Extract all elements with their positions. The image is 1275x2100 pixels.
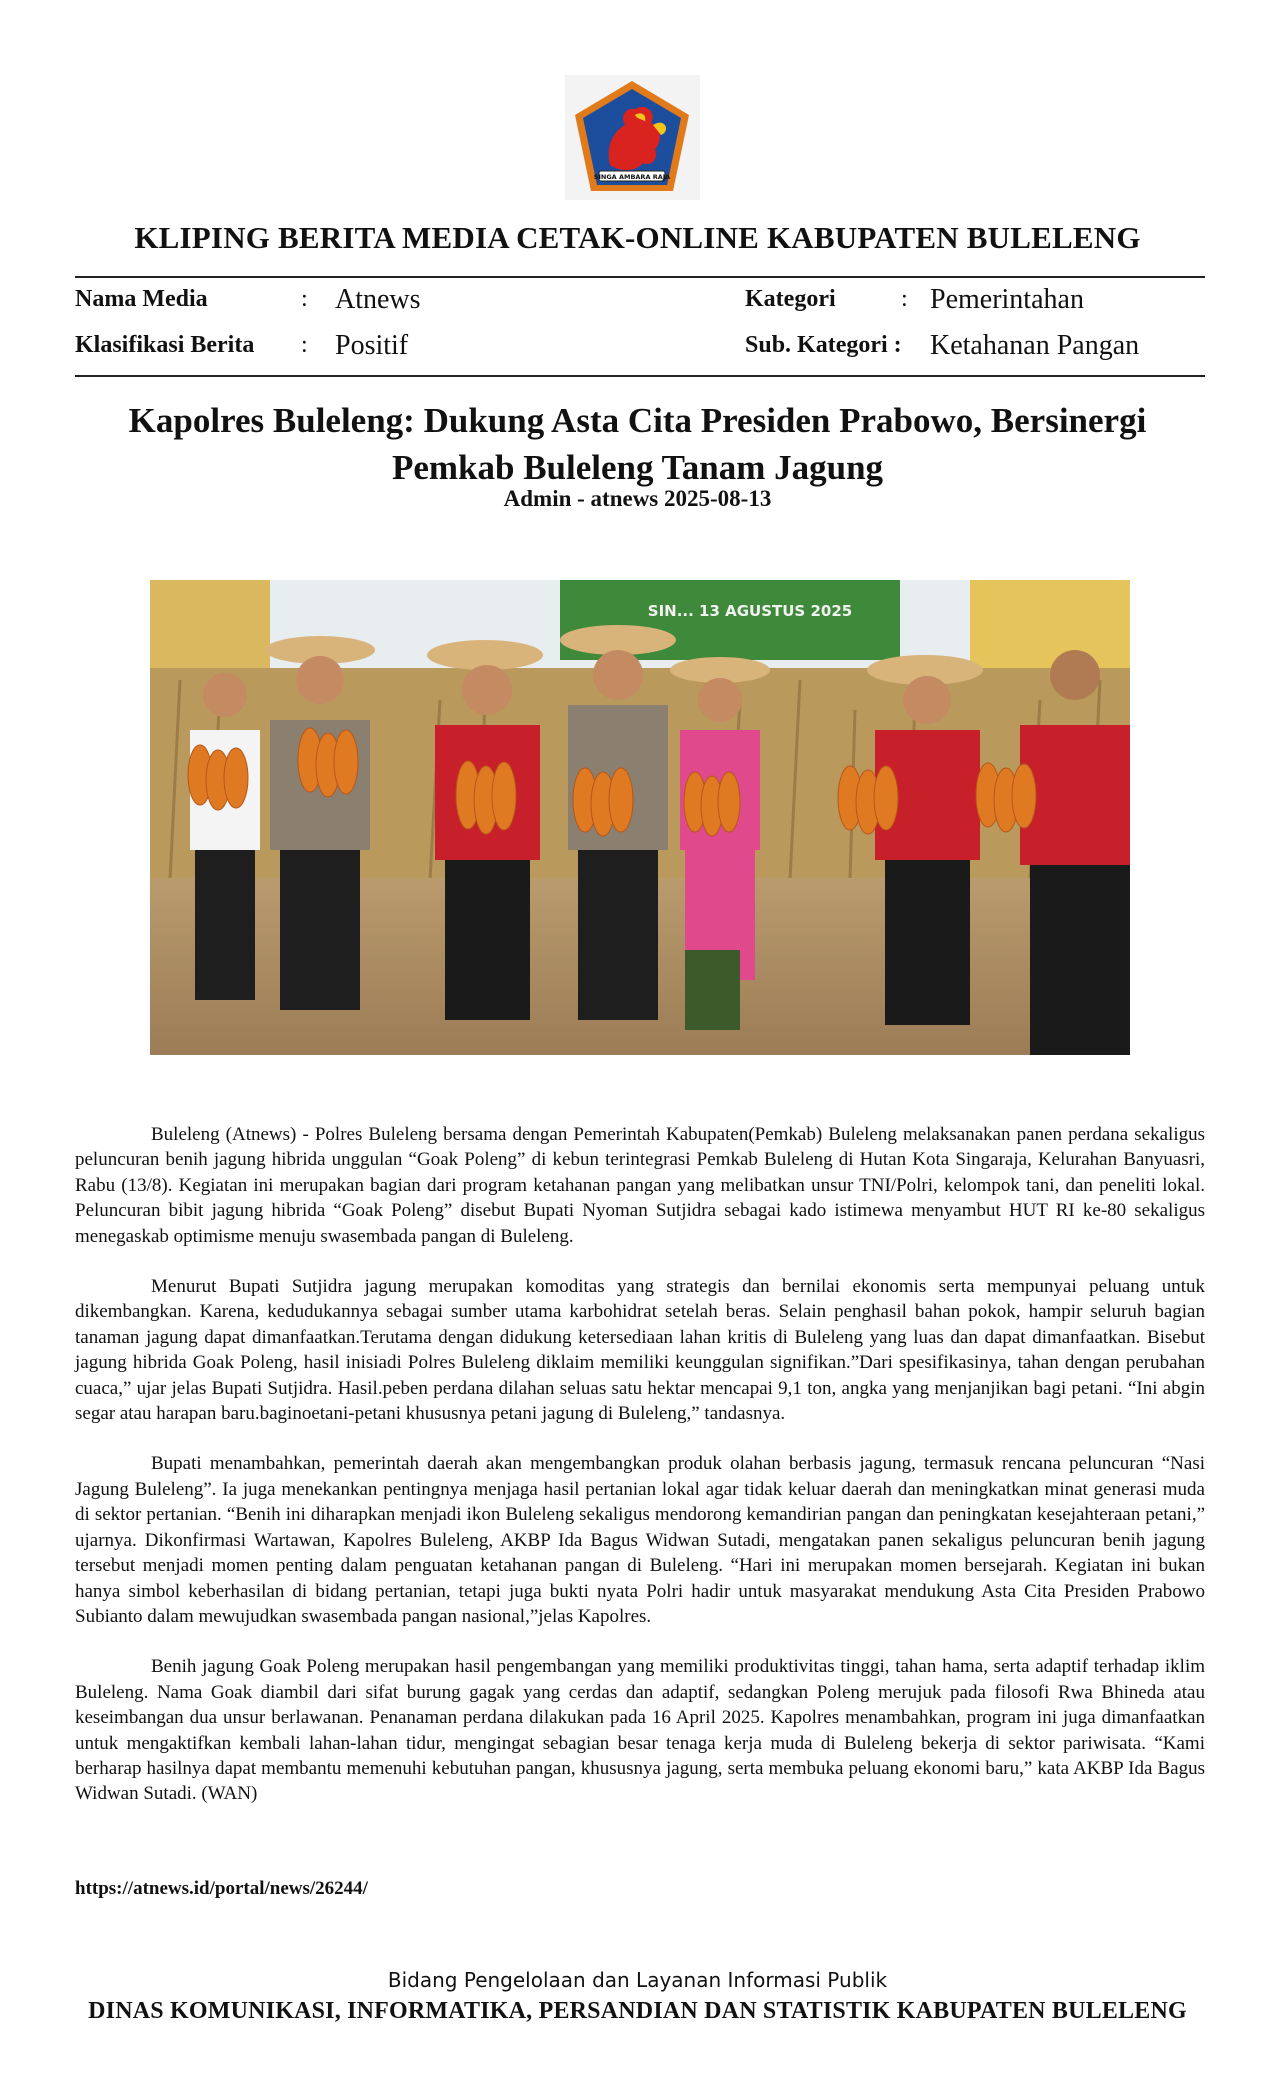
article-byline: Admin - atnews 2025-08-13: [503, 486, 772, 511]
meta-divider: [75, 375, 1205, 377]
meta-colon: :: [301, 286, 308, 312]
svg-text:SINGA AMBARA RAJA: SINGA AMBARA RAJA: [593, 173, 671, 181]
source-url: https://atnews.id/portal/news/26244/: [75, 1878, 368, 1899]
footer-title: DINAS KOMUNIKASI, INFORMATIKA, PERSANDIAN DAN STATISTIK KABUPATEN BULELENG: [88, 1998, 1187, 2024]
meta-label: Kategori: [745, 286, 836, 312]
meta-label: Nama Media: [75, 286, 208, 312]
meta-colon: :: [901, 286, 908, 312]
meta-value: Pemerintahan: [930, 284, 1084, 315]
header-divider: [75, 276, 1205, 278]
meta-value: Positif: [335, 330, 409, 361]
article-body: [75, 1122, 1205, 1832]
footer-subtitle: Bidang Pengelolaan dan Layanan Informasi Publik: [387, 1968, 888, 1992]
article-photo: [150, 580, 1130, 1055]
meta-label: Sub. Kategori :: [745, 332, 902, 358]
article-paragraph: Bupati menambahkan, pemerintah daerah akan mengembangkan produk olahan berbasis jagung, termasuk rencana peluncuran “Nasi Jagung Buleleng”. Ia juga menekankan pentingnya menjaga hasil pertanian lokal agar tidak keluar daerah dan meningkatkan minat generasi muda di sektor pertanian. “Benih ini diharapkan menjadi ikon Buleleng sekaligus mendorong kemandirian pangan dan peningkatan kesejahteraan petani,” ujarnya. Dikonfirmasi Wartawan, Kapolres Buleleng, AKBP Ida Bagus Widwan Sutadi, mengatakan panen sekaligus peluncuran benih jagung tersebut menjadi momen penting dalam penguatan ketahanan pangan di Buleleng. “Hari ini merupakan momen bersejarah. Kegiatan ini bukan hanya simbol keberhasilan di bidang pertanian, tetapi juga bukti nyata Polri hadir untuk masyarakat mendukung Asta Cita Presiden Prabowo Subianto dalam mewujudkan swasembada pangan nasional,”jelas Kapolres.: [75, 1453, 1205, 1627]
meta-value: Ketahanan Pangan: [930, 330, 1140, 361]
article-paragraph: Menurut Bupati Sutjidra jagung merupakan komoditas yang strategis dan bernilai ekonomis serta mempunyai peluang untuk dikembangkan. Karena, kedudukannya sebagai sumber utama karbohidrat setelah beras. Selain penghasil bahan pokok, hampir seluruh bagian tanaman jagung dapat dimanfaatkan.Terutama dengan didukung ketersediaan lahan kritis di Buleleng yang luas dan dapat dimanfaatkan. Bisebut jagung hibrida Goak Poleng, hasil inisiadi Polres Buleleng diklaim memiliki keunggulan signifikan.”Dari spesifikasinya, tahan dengan perubahan cuaca,” ujar jelas Bupati Sutjidra. Hasil.peben perdana dilahan seluas satu hektar mencapai 9,1 ton, angka yang menjanjikan bagi petani. “Ini abgin segar atau harapan baru.baginoetani-petani khususnya petani jagung di Buleleng,” tandasnya.: [75, 1276, 1205, 1425]
buleleng-regency-crest-icon: [565, 75, 700, 200]
meta-value: Atnews: [335, 284, 421, 315]
document-title: KLIPING BERITA MEDIA CETAK-ONLINE KABUPATEN BULELENG: [134, 220, 1141, 255]
article-paragraph: Benih jagung Goak Poleng merupakan hasil pengembangan yang memiliki produktivitas tinggi, tahan hama, serta adaptif terhadap iklim Buleleng. Nama Goak diambil dari sifat burung gagak yang cerdas dan adaptif, sedangkan Poleng merujuk pada filosofi Rwa Bhineda atau keseimbangan dua unsur berlawanan. Penanaman perdana dilakukan pada 16 April 2025. Kapolres menambahkan, program ini juga dimanfaatkan untuk mengaktifkan kembali lahan-lahan tidur, mengingat sebagian besar tenaga kerja muda di Buleleng bekerja di sektor pariwisata. “Kami berharap hasilnya dapat membantu memenuhi kebutuhan pangan, khususnya jagung, serta membuka peluang ekonomi baru,” kata AKBP Ida Bagus Widwan Sutadi. (WAN): [75, 1656, 1205, 1805]
meta-label: Klasifikasi Berita: [75, 332, 255, 358]
article-paragraph: Buleleng (Atnews) - Polres Buleleng bersama dengan Pemerintah Kabupaten(Pemkab) Buleleng melaksanakan panen perdana sekaligus peluncuran benih jagung hibrida unggulan “Goak Poleng” di kebun terintegrasi Pemkab Buleleng di Hutan Kota Singaraja, Kelurahan Banyuasri, Rabu (13/8). Kegiatan ini merupakan bagian dari program ketahanan pangan yang melibatkan unsur TNI/Polri, kelompok tani, dan peneliti lokal. Peluncuran bibit jagung hibrida “Goak Poleng” disebut Bupati Nyoman Sutjidra sebagai kado istimewa menyambut HUT RI ke-80 sekaligus menegaskab optimisme menuju swasembada pangan di Buleleng.: [75, 1124, 1205, 1247]
article-headline: Kapolres Buleleng: Dukung Asta Cita Presiden Prabowo, Bersinergi Pemkab Buleleng Tanam Jagung: [128, 401, 1147, 487]
svg-text:SIN... 13 AGUSTUS 2025: SIN... 13 AGUSTUS 2025: [647, 602, 853, 620]
meta-colon: :: [301, 332, 308, 358]
